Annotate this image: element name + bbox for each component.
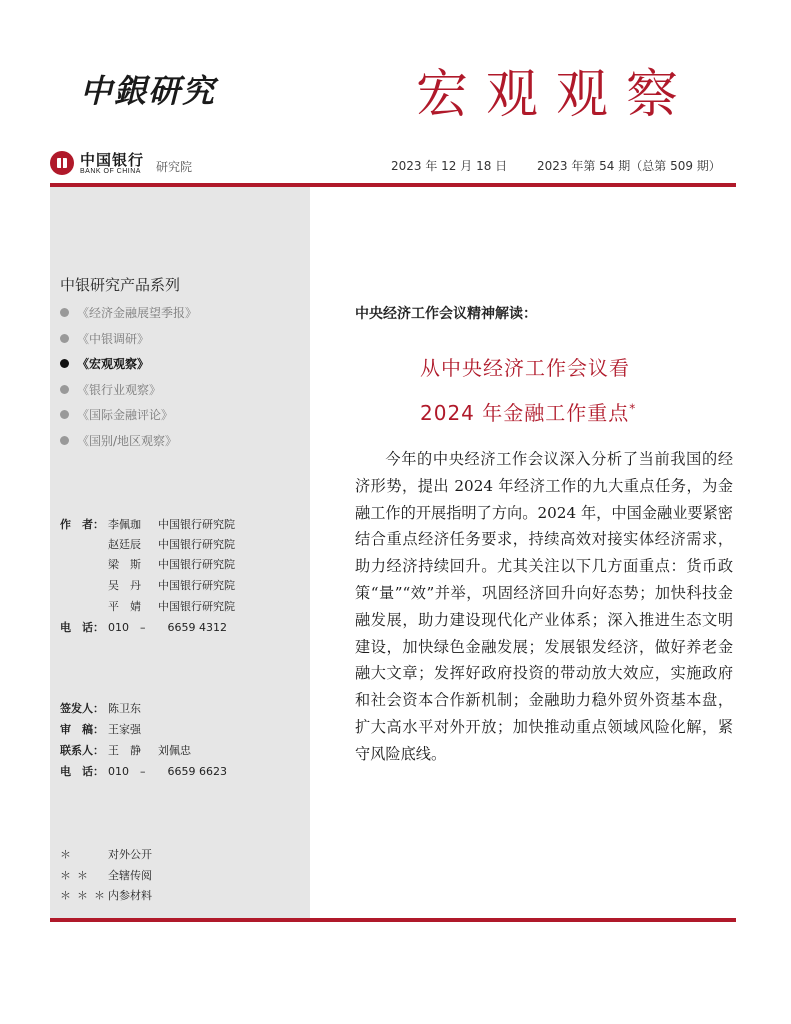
publication-title: 宏观观察 — [416, 65, 697, 125]
level-row: ＊＊＊内参材料 — [60, 889, 152, 902]
series-item-active[interactable]: 《宏观观察》 — [60, 354, 197, 380]
article-title-line1: 从中央经济工作会议看 — [420, 356, 630, 380]
series-item[interactable]: 《国际金融评论》 — [60, 405, 197, 431]
institute-label: 研究院 — [156, 160, 193, 174]
contacts-row: 联系人： 王 静 刘佩忠 — [60, 744, 191, 757]
article-subtitle: 中央经济工作会议精神解读： — [355, 306, 537, 322]
bullet-icon — [60, 334, 69, 343]
brand-script-logo: 中銀研究 — [80, 72, 217, 110]
article-body: 今年的中央经济工作会议深入分析了当前我国的经济形势，提出 2024 年经济工作的九大重点任务，为金融工作的开展指明了方向。2024 年，中国金融业要紧密结合重点经济任务要求，持续高效对接实体经济需求，助力经济持续回升。尤其关注以下几方面重点：货币政策“量”“效”并举，巩固经济回升向好态势；加快科技金融发展，助力建设现代化产业体系；深入推进生态文明建设，加快绿色金融发展；发展银发经济，做好养老金融大文章；发挥好政府投资的带动放大效应，实施政府和社会资本合作新机制；金融助力稳外贸外资基本盘，扩大高水平对外开放；加快推动重点领域风险化解，紧守风险底线。 — [355, 450, 733, 763]
series-list — [60, 303, 197, 456]
article-title-line2: 2024 年金融工作重点* — [420, 401, 637, 425]
phone-row: 电 话： 010 – 6659 4312 — [60, 621, 227, 634]
level-row: ＊ 对外公开 — [60, 848, 152, 861]
issue-date: 2023 年 12 月 18 日 — [391, 159, 508, 173]
footer-rule — [50, 918, 736, 922]
footnote-mark: * — [629, 401, 637, 416]
phone2-row: 电 话： 010 – 6659 6623 — [60, 765, 227, 778]
author-row: 吴 丹 中国银行研究院 — [108, 579, 235, 592]
signer-row: 签发人： 陈卫东 — [60, 702, 141, 715]
level-row: ＊＊ 全辖传阅 — [60, 869, 152, 882]
series-item[interactable]: 《银行业观察》 — [60, 380, 197, 406]
bank-name-en: BANK OF CHINA — [80, 168, 141, 175]
bank-name-cn: 中国银行 — [80, 151, 145, 169]
author-row: 梁 斯 中国银行研究院 — [108, 558, 235, 571]
bullet-icon — [60, 385, 69, 394]
series-item[interactable]: 《国别/地区观察》 — [60, 431, 197, 457]
bullet-icon — [60, 436, 69, 445]
issue-number: 2023 年第 54 期（总第 509 期） — [537, 159, 721, 173]
author-row: 赵廷辰 中国银行研究院 — [108, 538, 235, 551]
bullet-icon — [60, 410, 69, 419]
series-item[interactable]: 《经济金融展望季报》 — [60, 303, 197, 329]
bullet-icon — [60, 359, 69, 368]
sidebar — [50, 187, 310, 918]
author-row: 作 者： 李佩珈 中国银行研究院 — [60, 518, 235, 531]
reviewer-row: 审 稿： 王家强 — [60, 723, 141, 736]
series-heading: 中银研究产品系列 — [60, 276, 181, 294]
bullet-icon — [60, 308, 69, 317]
series-item[interactable]: 《中银调研》 — [60, 329, 197, 355]
author-row: 平 婧 中国银行研究院 — [108, 600, 235, 613]
bank-logo-icon — [50, 151, 74, 175]
